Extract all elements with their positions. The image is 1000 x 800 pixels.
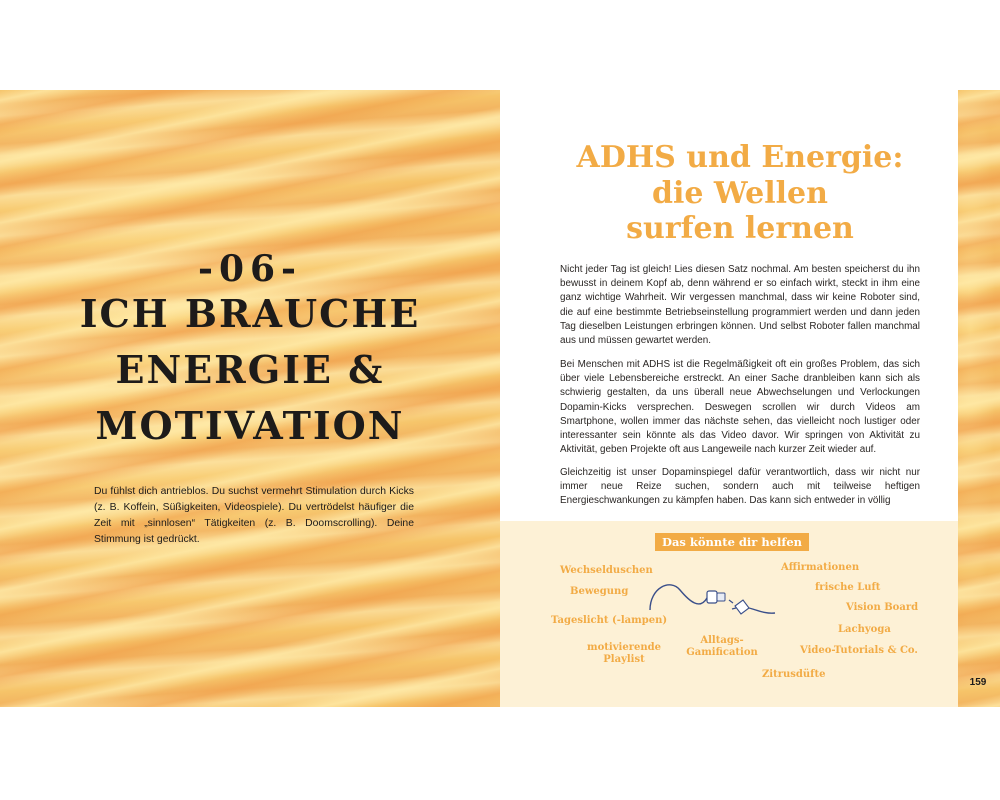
section-heading-line-2: die Wellen (652, 176, 828, 211)
section-heading-line-3: surfen lernen (626, 211, 854, 246)
chapter-title-line-2: ENERGIE & (115, 347, 385, 392)
tag-affirmationen: Affirmationen (781, 562, 860, 573)
tag-video-tutorials: Video-Tutorials & Co. (800, 645, 918, 656)
tag-bewegung: Bewegung (570, 586, 629, 597)
chapter-title-line-3: MOTIVATION (95, 403, 405, 448)
page-number: 159 (969, 677, 987, 688)
marbled-background-left (0, 90, 500, 707)
plug-icon (645, 580, 795, 630)
section-heading-line-1: ADHS und Energie: (576, 140, 904, 175)
tag-wechselduschen: Wechselduschen (560, 565, 653, 576)
tag-alltags-gamification: Alltags- Gamification (686, 635, 758, 658)
tag-motivierende-playlist: motivierende Playlist (587, 642, 661, 665)
body-paragraph-1: Nicht jeder Tag ist gleich! Lies diesen Satz nochmal. Am besten speicherst du ihn bewusst in deinem Kopf ab, denn während er so einfach wirkt, steckt in ihm eine ganz wichtige Wahrheit. Wir vergessen manchmal, dass wir keine Roboter sind, die auf eine bestimmte Betriebseinstellung programmiert werden und dann jeden Tag dieselben Leistungen erbringen können. Und selbst Roboter fallen manchmal aus und müssen gewartet werden. (560, 264, 920, 347)
chapter-intro-text: Du fühlst dich antrieblos. Du suchst vermehrt Stimulation durch Kicks (z. B. Koffein, Süßigkeiten, Videospiele). Du vertrödelst häufiger die Zeit mit „sinnlosen“ Tätigkeiten (z. B. Doomscrolling). Deine Stimmung ist gedrückt. (94, 486, 414, 545)
tag-vision-board: Vision Board (846, 602, 919, 613)
marbled-strip-right (958, 90, 1000, 707)
tag-frische-luft: frische Luft (815, 582, 881, 593)
body-paragraph-2: Bei Menschen mit ADHS ist die Regelmäßigkeit oft ein großes Problem, das sich über viele Lebensbereiche erstreckt. An einer Sache dranbleiben kann sich als schwierig gestalten, da uns überall neue Abwechselungen und Verlockungen Dopamin-Kicks versprechen. Deswegen scrollen wir durch Videos am Smartphone, wollen immer das nächste sehen, das vielleicht noch lustiger oder interessanter sein könnte als das Video davor. Wir springen von Aktivität zu Aktivität, geben Projekte oft aus Langeweile nach kurzer Zeit wieder auf. (560, 359, 920, 456)
chapter-number: -06- (198, 248, 302, 290)
tag-tageslicht: Tageslicht (-lampen) (551, 615, 668, 626)
help-box-title: Das könnte dir helfen (655, 533, 809, 551)
tag-zitrusdufte: Zitrusdüfte (762, 669, 826, 680)
tag-lachyoga: Lachyoga (838, 624, 891, 635)
body-paragraph-3: Gleichzeitig ist unser Dopaminspiegel dafür verantwortlich, dass wir nicht nur immer neue Reize suchen, sondern auch mit teilweise heftigen Energieschwankungen zu kämpfen haben. Das kann sich entweder in völlig (560, 467, 920, 507)
chapter-title-line-1: ICH BRAUCHE (79, 291, 421, 336)
